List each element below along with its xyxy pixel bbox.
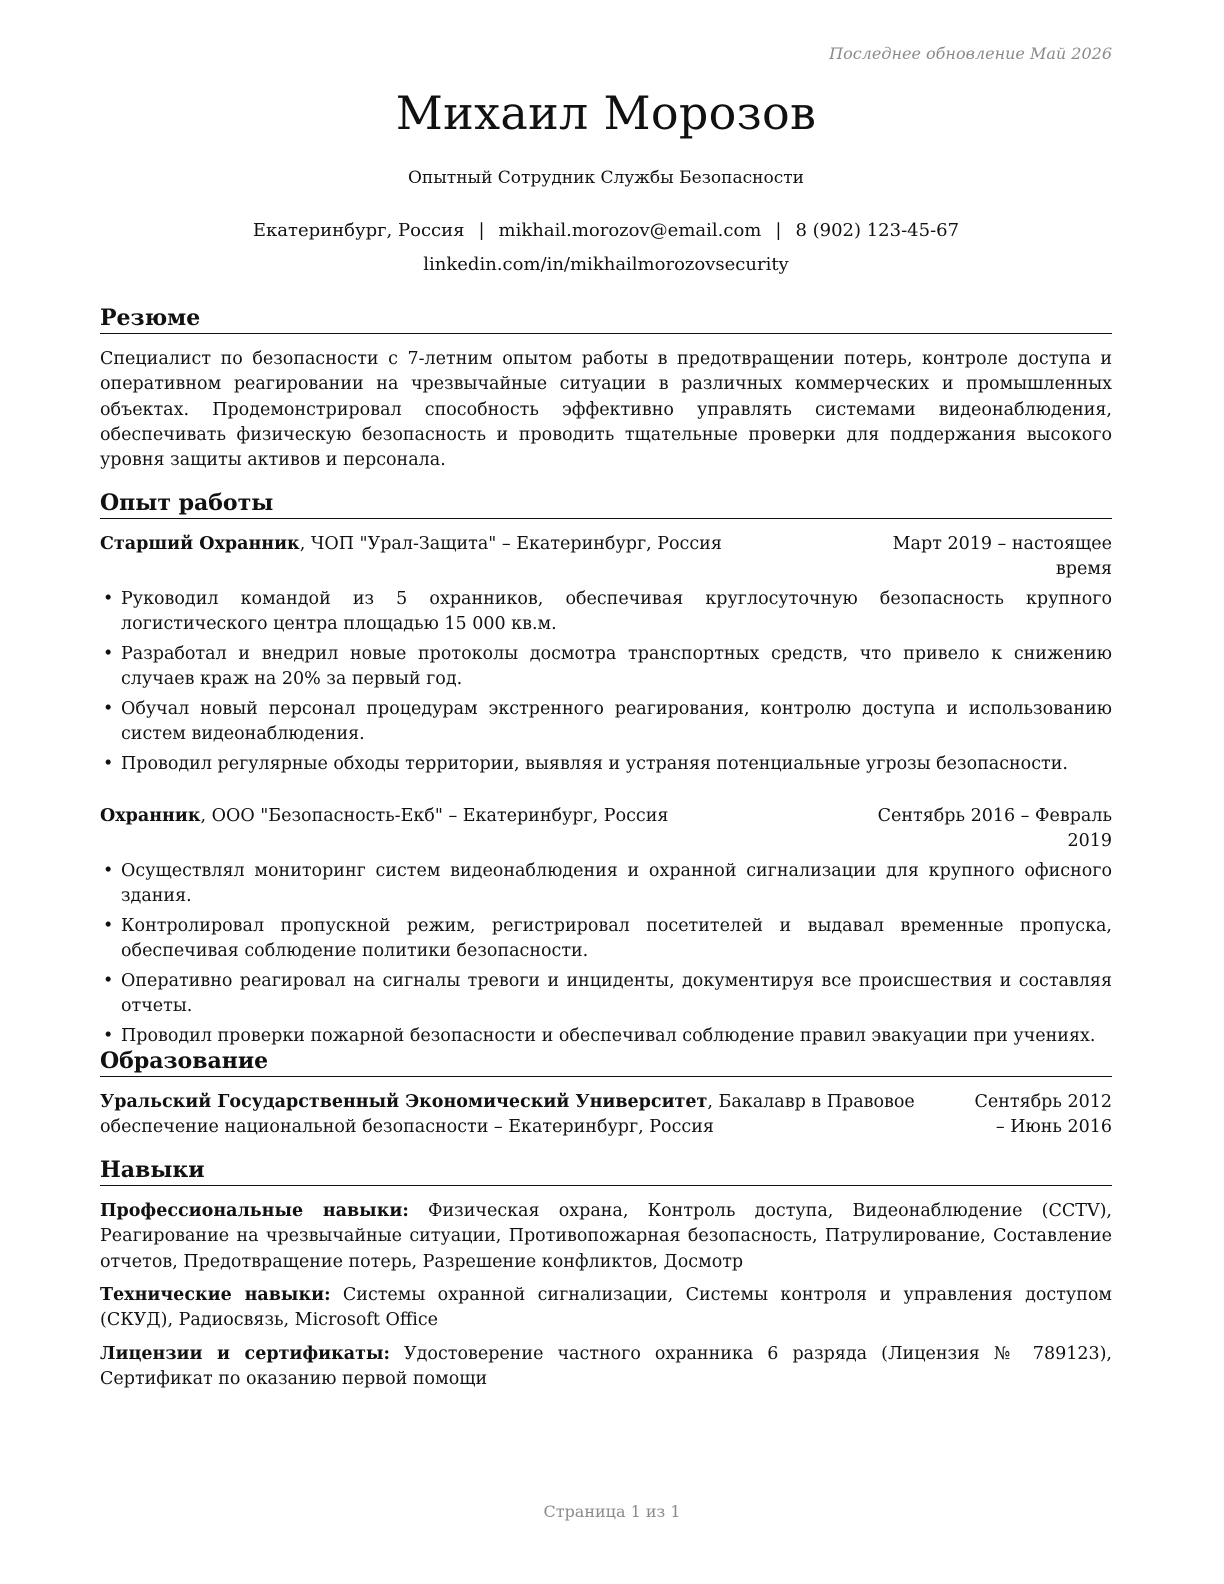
skill-text: Системы охранной сигнализации, Системы контроля и управления доступом (СКУД), Радиосвязь, Microsoft Office [100,1285,1113,1331]
skill-group [100,1199,1112,1275]
bullet-item: • Осуществлял мониторинг систем видеонаблюдения и охранной сигнализации для крупного офисного здания. [103,861,1112,906]
contact-separator: | [775,220,782,241]
skill-label: Лицензии и сертификаты: [100,1344,390,1364]
job-position: Старший Охранник [100,534,300,554]
education-institution: Уральский Государственный Экономический Университет [100,1092,708,1112]
section-title-education: Образование [100,1047,1112,1077]
contact-email[interactable]: mikhail.morozov@email.com [498,220,762,241]
job-bullets [100,587,1112,782]
bullet-item: • Проводил регулярные обходы территории, выявляя и устраняя потенциальные угрозы безопасности. [103,754,1068,774]
education-title-line [100,1090,970,1140]
job-title-line [100,804,860,829]
education-dates: Сентябрь 2012 – Июнь 2016 [974,1092,1112,1137]
bullet-item: • Оперативно реагировал на сигналы тревоги и инциденты, документируя все происшествия и составляя отчеты. [103,971,1112,1016]
bullet-item: • Контролировал пропускной режим, регистрировал посетителей и выдавал временные пропуска, обеспечивая соблюдение политики безопасности. [103,916,1112,961]
contact-linkedin[interactable]: linkedin.com/in/mikhailmorozovsecurity [423,254,789,275]
section-title-summary: Резюме [100,304,1112,334]
candidate-name: Михаил Морозов [395,86,817,140]
bullet-item: • Обучал новый персонал процедурам экстренного реагирования, контролю доступа и использованию систем видеонаблюдения. [103,699,1112,744]
contact-separator: | [478,220,485,241]
page-number: Страница 1 из 1 [543,1502,681,1521]
skill-group [100,1342,1112,1393]
bullet-item: • Руководил командой из 5 охранников, обеспечивая круглосуточную безопасность крупного логистического центра площадью 15 000 кв.м. [103,589,1112,634]
job-dates: Март 2019 – настоящее время [892,534,1112,579]
job-bullets [100,859,1112,1054]
job-organization: , ЧОП "Урал-Защита" – Екатеринбург, Россия [299,534,722,554]
job-title-line [100,532,860,557]
contact-phone: 8 (902) 123-45-67 [795,220,960,241]
education-degree: , Бакалавр в Правовое обеспечение национальной безопасности – Екатеринбург, Россия [100,1092,915,1137]
last-updated: Последнее обновление Май 2026 [829,44,1112,63]
skill-label: Профессиональные навыки: [100,1201,409,1221]
summary-text: Специалист по безопасности с 7-летним опытом работы в предотвращении потерь, контроле доступа и оперативном реагировании на чрезвычайные ситуации в различных коммерческих и промышленных объектах. Продемонстрировал способность эффективно управлять системами видеонаблюдения, обеспечивать физическую безопасность и проводить тщательные проверки для поддержания высокого уровня защиты активов и персонала. [100,349,1112,471]
job-dates: Сентябрь 2016 – Февраль 2019 [877,806,1112,851]
skill-group [100,1283,1112,1334]
section-title-experience: Опыт работы [100,489,1112,519]
bullet-item: • Проводил проверки пожарной безопасности и обеспечивал соблюдение правил эвакуации при учениях. [103,1026,1096,1046]
skill-text: Удостоверение частного охранника 6 разряда (Лицензия № 789123), Сертификат по оказанию первой помощи [100,1344,1112,1390]
contact-location: Екатеринбург, Россия [252,220,465,241]
contact-line [100,220,1112,241]
skill-label: Технические навыки: [100,1285,331,1305]
skill-text: Физическая охрана, Контроль доступа, Видеонаблюдение (CCTV), Реагирование на чрезвычайные ситуации, Противопожарная безопасность, Патрулирование, Составление отчетов, Предотвращение потерь, Разрешение конфликтов, Досмотр [100,1201,1112,1272]
resume-page [100,0,1112,1584]
section-title-skills: Навыки [100,1156,1112,1186]
job-position: Охранник [100,806,201,826]
bullet-item: • Разработал и внедрил новые протоколы досмотра транспортных средств, что привело к снижению случаев краж на 20% за первый год. [103,644,1112,689]
job-organization: , ООО "Безопасность-Екб" – Екатеринбург, Россия [200,806,669,826]
candidate-headline: Опытный Сотрудник Службы Безопасности [408,168,804,188]
